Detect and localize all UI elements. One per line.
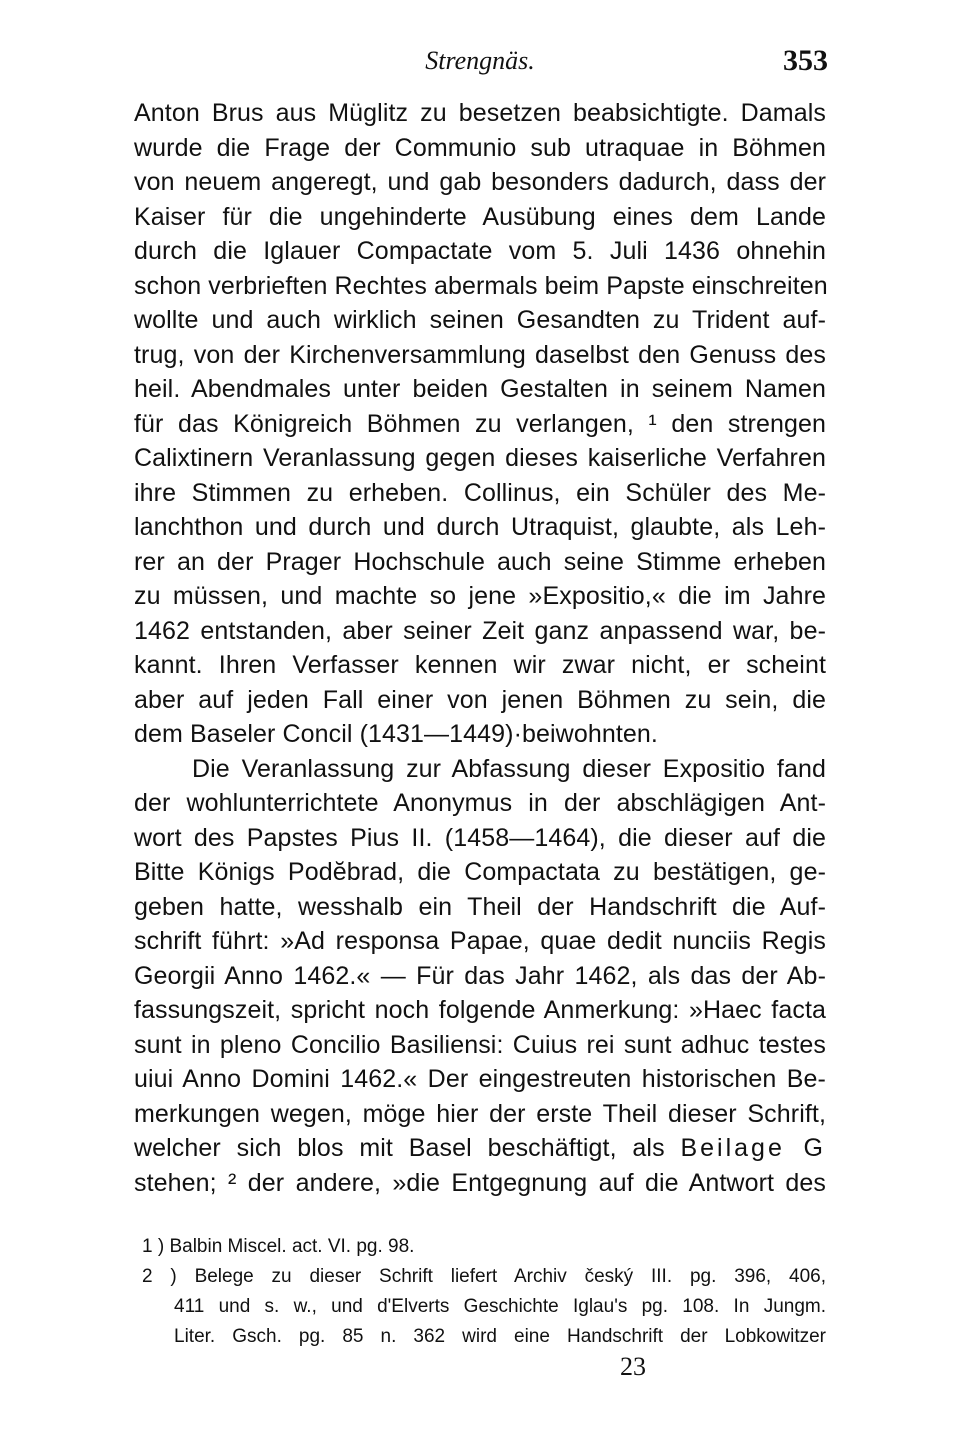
beilage-label: Beilage G (680, 1134, 827, 1162)
text-line: Bitte Königs Podĕbrad, die Compactata zu bestätigen, ge- (134, 858, 826, 886)
text-line: sunt in pleno Concilio Basiliensi: Cuius rei sunt adhuc testes (134, 1030, 826, 1059)
text-line: wollte und auch wirklich seinen Gesandten zu Trident auf- (134, 306, 826, 334)
text-line-start: welcher sich blos mit Basel beschäftigt, als (134, 1134, 665, 1162)
text-line: zu müssen, und machte so jene »Expositio,« die im Jahre (134, 582, 826, 610)
text-line: merkungen wegen, möge hier der erste Theil dieser Schrift, (134, 1099, 826, 1128)
footnote-2-continued: Liter. Gsch. pg. 85 n. 362 wird eine Handschrift der Lobkowitzer (174, 1326, 826, 1347)
text-line: lanchthon und durch und durch Utraquist, glaubte, als Leh- (134, 513, 826, 541)
text-line: ihre Stimmen zu erheben. Collinus, ein Schüler des Me- (134, 478, 826, 507)
signature-mark: 23 (620, 1352, 646, 1381)
text-line: aber auf jeden Fall einer von jenen Böhmen zu sein, die (134, 685, 826, 714)
text-line: kannt. Ihren Verfasser kennen wir zwar nicht, er scheint (134, 651, 826, 679)
text-line: stehen; ² der andere, »die Entgegnung auf die Antwort des (134, 1168, 826, 1197)
body-text (134, 96, 826, 1200)
text-line: Anton Brus aus Müglitz zu besetzen beabsichtigte. Damals (134, 99, 826, 127)
text-line: Kaiser für die ungehinderte Ausübung eines dem Lande (134, 202, 826, 231)
text-line: geben hatte, wesshalb ein Theil der Handschrift die Auf- (134, 892, 826, 921)
text-line: von neuem angeregt, und gab besonders dadurch, dass der (134, 168, 826, 196)
text-line: für das Königreich Böhmen zu verlangen, ¹ den strengen (134, 409, 826, 438)
footnote-1: 1 ) Balbin Miscel. act. VI. pg. 98. (142, 1236, 415, 1257)
text-line: uiui Anno Domini 1462.« Der eingestreuten historischen Be- (134, 1065, 826, 1093)
text-line: Die Veranlassung zur Abfassung dieser Expositio fand (192, 754, 826, 783)
text-line: durch die Iglauer Compactate vom 5. Juli 1436 ohnehin (134, 237, 826, 265)
footnote-2: 2 ) Belege zu dieser Schrift liefert Archiv český III. pg. 396, 406, (142, 1266, 826, 1287)
text-line: Calixtinern Veranlassung gegen dieses kaiserliche Verfahren (134, 444, 826, 472)
text-line: schrift führt: »Ad responsa Papae, quae dedit nunciis Regis (134, 927, 826, 955)
text-line: Georgii Anno 1462.« — Für das Jahr 1462, als das der Ab- (134, 961, 826, 990)
footnote-2-continued: 411 und s. w., und d'Elverts Geschichte Iglau's pg. 108. In Jungm. (174, 1296, 826, 1317)
footnotes (134, 1232, 826, 1352)
text-line: 1462 entstanden, aber seiner Zeit ganz anpassend war, be- (134, 616, 826, 645)
text-line: dem Baseler Concil (1431—1449)·beiwohnten. (134, 720, 658, 748)
page-header (0, 40, 960, 80)
text-line: wurde die Frage der Communio sub utraquae in Böhmen (134, 133, 826, 162)
text-line: trug, von der Kirchenversammlung daselbst den Genuss des (134, 340, 826, 369)
text-line: fassungszeit, spricht noch folgende Anmerkung: »Haec facta (134, 996, 826, 1024)
text-line: heil. Abendmales unter beiden Gestalten in seinem Namen (134, 375, 826, 403)
page-number: 353 (783, 44, 828, 77)
running-title: Strengnäs. (425, 46, 535, 75)
text-line: wort des Papstes Pius II. (1458—1464), die dieser auf die (134, 823, 826, 852)
text-line: rer an der Prager Hochschule auch seine Stimme erheben (134, 547, 826, 576)
text-line: der wohlunterrichtete Anonymus in der abschlägigen Ant- (134, 789, 826, 817)
text-line: schon verbrieften Rechtes abermals beim Papste einschreiten (134, 271, 828, 300)
text-line-with-beilage (134, 1131, 826, 1166)
